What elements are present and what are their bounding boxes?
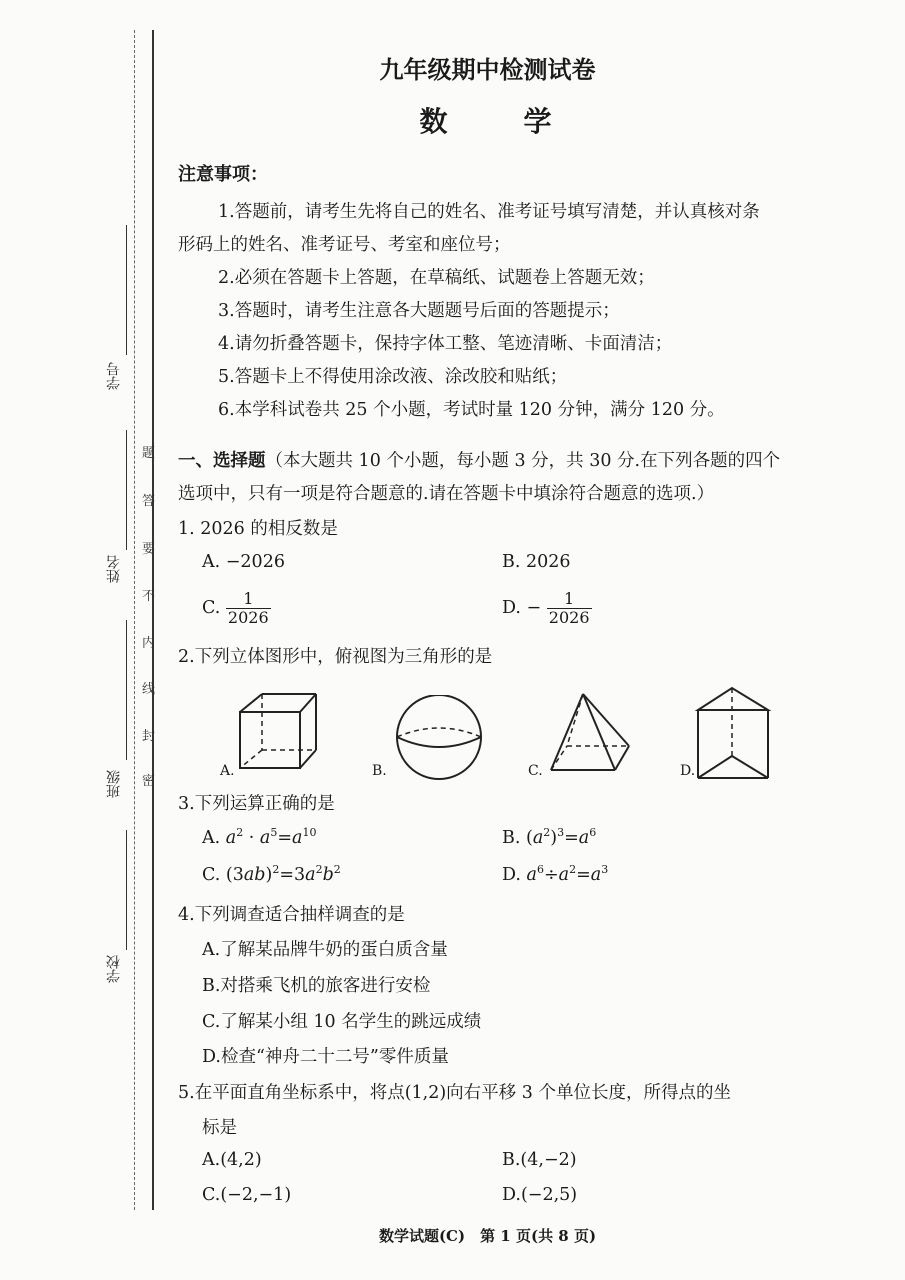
class-label: 班级 xyxy=(106,770,122,798)
q5-option-b[interactable]: B.(4,−2) xyxy=(502,1150,577,1170)
name-label: 姓名 xyxy=(106,555,122,583)
q4-stem: 4.下列调查适合抽样调查的是 xyxy=(178,905,405,925)
page-footer: 数学试题(C) 第 1 页(共 8 页) xyxy=(378,1227,597,1245)
q1-c-fraction xyxy=(226,590,271,627)
q3-option-c[interactable]: C. $(3ab)^2=3a^2b^2$ xyxy=(202,863,341,885)
q1-c-prefix: C. xyxy=(202,598,221,618)
q1-option-c[interactable] xyxy=(202,590,271,627)
q2-label-c: C. xyxy=(528,763,543,779)
q3-option-b[interactable]: B. $(a^2)^3=a^6$ xyxy=(502,826,597,848)
seal-char: 要 xyxy=(142,542,156,557)
notice-line: 1.答题前，请考生先将自己的姓名、准考证号填写清楚，并认真核对条 xyxy=(218,202,760,222)
q3-option-d[interactable]: D. $a^6\div a^2=a^3$ xyxy=(502,863,609,885)
q2-stem: 2.下列立体图形中，俯视图为三角形的是 xyxy=(178,647,493,667)
notice-line: 形码上的姓名、准考证号、考室和座位号； xyxy=(178,235,511,255)
seal-char: 密 xyxy=(142,774,156,789)
student-id-label: 学号 xyxy=(106,362,122,390)
q2-label-b: B. xyxy=(372,763,387,779)
q2-label-d: D. xyxy=(680,763,696,779)
pyramid-figure[interactable] xyxy=(545,690,645,780)
notice-line: 6.本学科试卷共 25 个小题，考试时量 120 分钟，满分 120 分。 xyxy=(218,400,725,420)
notice-line: 5.答题卡上不得使用涂改液、涂改胶和贴纸； xyxy=(218,367,568,387)
q5-option-a[interactable]: A.(4,2) xyxy=(202,1150,262,1170)
section-desc-2: 选项中，只有一项是符合题意的.请在答题卡中填涂符合题意的选项.） xyxy=(178,484,715,504)
sphere-figure[interactable] xyxy=(392,695,492,785)
seal-char: 不 xyxy=(142,589,156,604)
q1-option-d[interactable] xyxy=(502,590,592,627)
seal-char: 线 xyxy=(142,682,156,697)
subject-title: 数 学 xyxy=(419,105,576,138)
school-label: 学校 xyxy=(106,955,122,983)
q5-stem: 5.在平面直角坐标系中，将点(1,2)向右平移 3 个单位长度，所得点的坐 xyxy=(178,1083,731,1103)
q1-stem: 1. 2026 的相反数是 xyxy=(178,519,338,539)
q3-stem: 3.下列运算正确的是 xyxy=(178,794,335,814)
binding-seal-line xyxy=(152,30,154,1210)
section-heading: 一、选择题 xyxy=(178,451,266,471)
seal-char: 答 xyxy=(142,494,156,509)
section-heading-line xyxy=(178,447,780,472)
q1-d-prefix: D. − xyxy=(502,598,542,618)
student-id-blank[interactable] xyxy=(126,225,127,355)
q4-option-a[interactable]: A.了解某品牌牛奶的蛋白质含量 xyxy=(202,940,448,960)
q5-stem-cont: 标是 xyxy=(202,1118,237,1138)
seal-char: 内 xyxy=(142,636,156,651)
cube-figure[interactable] xyxy=(230,690,330,780)
triangular-prism-figure[interactable] xyxy=(690,684,780,784)
seal-char: 封 xyxy=(142,729,156,744)
notice-line: 3.答题时，请考生注意各大题题号后面的答题提示； xyxy=(218,301,620,321)
q1-d-den: 2026 xyxy=(548,608,590,627)
q5-option-d[interactable]: D.(−2,5) xyxy=(502,1185,578,1205)
q1-c-num: 1 xyxy=(226,590,271,609)
notice-line: 4.请勿折叠答题卡，保持字体工整、笔迹清晰、卡面清洁； xyxy=(218,334,673,354)
q4-option-d[interactable]: D.检查“神舟二十二号”零件质量 xyxy=(202,1047,449,1067)
binding-dashed-line xyxy=(134,30,135,1210)
notice-heading: 注意事项： xyxy=(178,164,268,185)
q1-d-fraction xyxy=(547,590,592,627)
q5-option-c[interactable]: C.(−2,−1) xyxy=(202,1185,292,1205)
name-blank[interactable] xyxy=(126,430,127,550)
notice-line: 2.必须在答题卡上答题，在草稿纸、试题卷上答题无效； xyxy=(218,268,655,288)
q4-option-c[interactable]: C.了解某小组 10 名学生的跳远成绩 xyxy=(202,1012,482,1032)
q1-d-num: 1 xyxy=(547,590,592,609)
q1-option-a[interactable]: A. −2026 xyxy=(202,552,285,572)
exam-title: 九年级期中检测试卷 xyxy=(379,55,596,84)
section-desc: （本大题共 10 个小题，每小题 3 分，共 30 分.在下列各题的四个 xyxy=(265,451,781,471)
school-blank[interactable] xyxy=(126,830,127,950)
q1-c-den: 2026 xyxy=(227,608,269,627)
seal-char: 题 xyxy=(142,446,156,461)
class-blank[interactable] xyxy=(126,620,127,760)
q1-option-b[interactable]: B. 2026 xyxy=(502,552,571,572)
q2-label-a: A. xyxy=(220,763,235,779)
q3-option-a[interactable]: A. $a^2 \cdot a^5=a^{10}$ xyxy=(202,826,317,848)
q4-option-b[interactable]: B.对搭乘飞机的旅客进行安检 xyxy=(202,976,431,996)
